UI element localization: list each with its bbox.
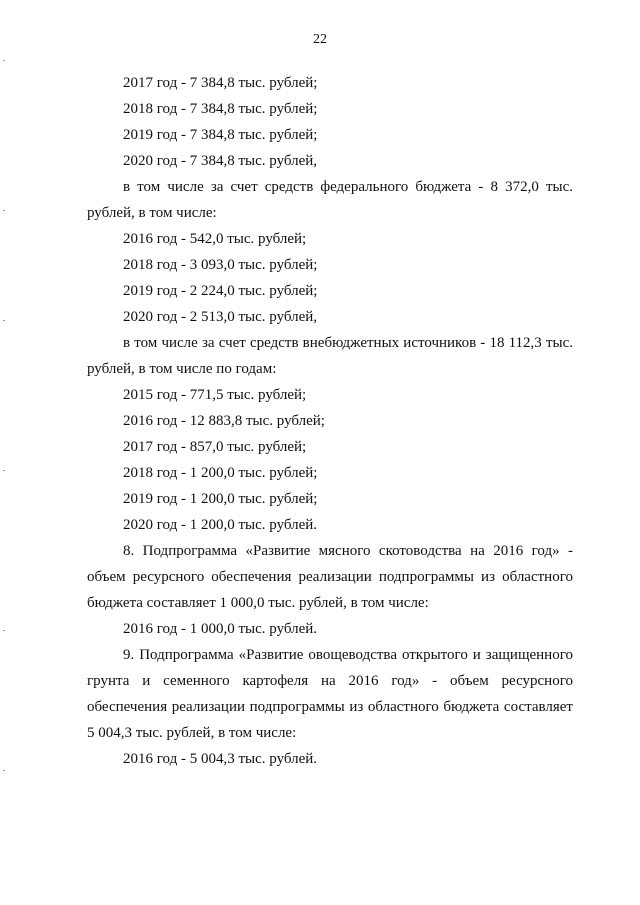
extrabudget-line-2019: 2019 год - 1 200,0 тыс. рублей;	[123, 491, 318, 507]
extrabudget-line-2017: 2017 год - 857,0 тыс. рублей;	[123, 439, 307, 455]
extrabudget-line-2016: 2016 год - 12 883,8 тыс. рублей;	[123, 413, 325, 429]
scan-margin-mark	[3, 60, 5, 61]
scan-margin-mark	[3, 470, 5, 471]
subprogram-8-line-2016: 2016 год - 1 000,0 тыс. рублей.	[123, 621, 318, 637]
extrabudget-line-2018: 2018 год - 1 200,0 тыс. рублей;	[123, 465, 318, 481]
federal-budget-paragraph: в том числе за счет средств федерального бюджета - 8 372,0 тыс. рублей, в том числе:	[87, 179, 573, 221]
scan-margin-mark	[3, 320, 5, 321]
page-number: 22	[313, 32, 327, 47]
subprogram-9-paragraph: 9. Подпрограмма «Развитие овощеводства открытого и защищенного грунта и семенного картофеля на 2016 год» - объем ресурсного обеспечения реализации подпрограммы из областного бюджета составляет 5 004,3 тыс. рублей, в том числе:	[87, 647, 573, 741]
extrabudget-paragraph: в том числе за счет средств внебюджетных источников - 18 112,3 тыс. рублей, в том числе по годам:	[87, 335, 573, 377]
document-body	[87, 70, 573, 772]
scan-margin-mark	[3, 210, 5, 211]
federal-line-2019: 2019 год - 2 224,0 тыс. рублей;	[123, 283, 318, 299]
budget-line-2017: 2017 год - 7 384,8 тыс. рублей;	[123, 75, 318, 91]
budget-line-2018: 2018 год - 7 384,8 тыс. рублей;	[123, 101, 318, 117]
federal-line-2020: 2020 год - 2 513,0 тыс. рублей,	[123, 309, 318, 325]
subprogram-9-line-2016: 2016 год - 5 004,3 тыс. рублей.	[123, 751, 318, 767]
scan-margin-mark	[3, 770, 5, 771]
extrabudget-line-2020: 2020 год - 1 200,0 тыс. рублей.	[123, 517, 318, 533]
federal-line-2018: 2018 год - 3 093,0 тыс. рублей;	[123, 257, 318, 273]
scan-margin-mark	[3, 630, 5, 631]
budget-line-2020: 2020 год - 7 384,8 тыс. рублей,	[123, 153, 318, 169]
federal-line-2016: 2016 год - 542,0 тыс. рублей;	[123, 231, 307, 247]
extrabudget-line-2015: 2015 год - 771,5 тыс. рублей;	[123, 387, 307, 403]
budget-line-2019: 2019 год - 7 384,8 тыс. рублей;	[123, 127, 318, 143]
subprogram-8-paragraph: 8. Подпрограмма «Развитие мясного скотоводства на 2016 год» - объем ресурсного обеспечения реализации подпрограммы из областного бюджета составляет 1 000,0 тыс. рублей, в том числе:	[87, 543, 573, 611]
